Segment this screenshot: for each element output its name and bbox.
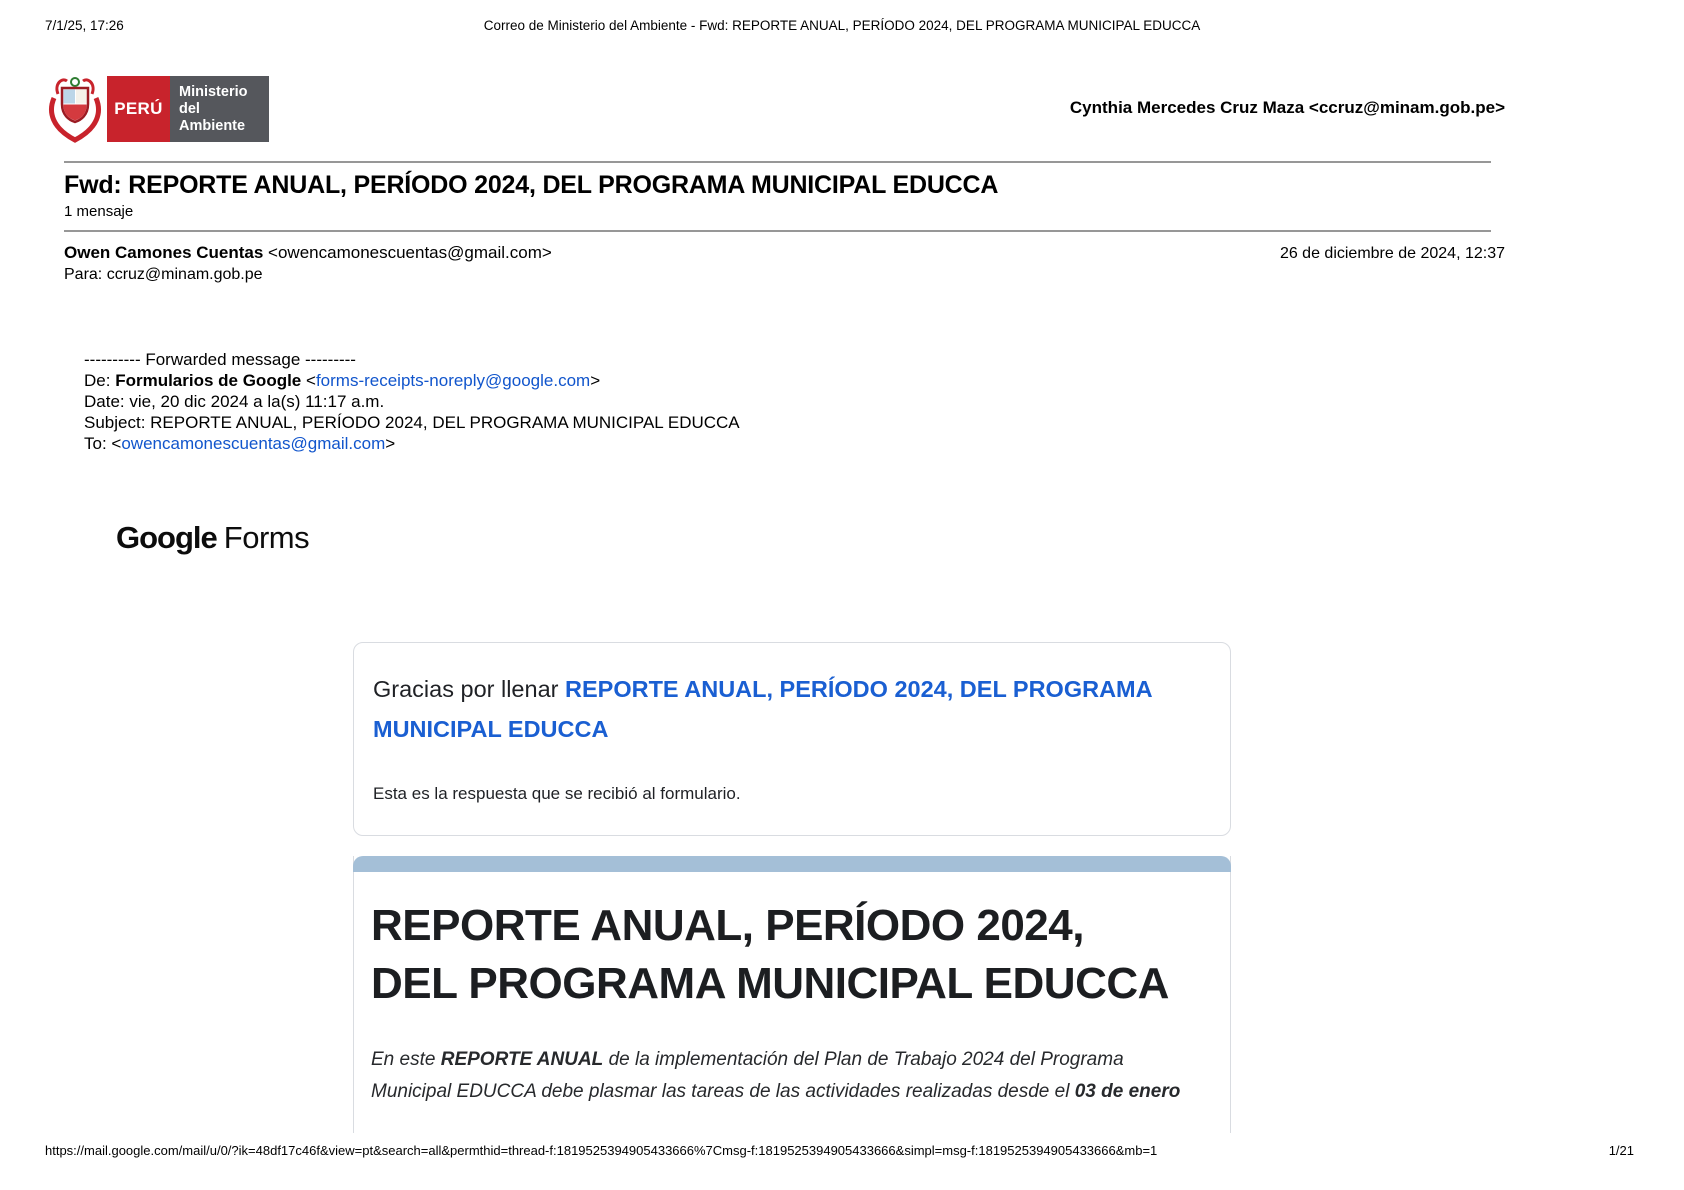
peru-logo-label: PERÚ xyxy=(114,99,163,118)
form-desc-bold1: REPORTE ANUAL xyxy=(440,1049,604,1070)
form-card-title-line1: REPORTE ANUAL, PERÍODO 2024, xyxy=(371,901,1084,950)
forwarded-from-close-bracket: > xyxy=(590,371,601,390)
forwarded-subject-line: Subject: REPORTE ANUAL, PERÍODO 2024, DEL PROGRAMA MUNICIPAL EDUCCA xyxy=(84,413,740,432)
recipient-line: Para: ccruz@minam.gob.pe xyxy=(64,266,263,283)
form-title-link[interactable]: REPORTE ANUAL, PERÍODO 2024, DEL PROGRAMA MUNICIPAL EDUCCA xyxy=(373,676,1152,742)
footer-page-indicator: 1/21 xyxy=(1608,1143,1634,1158)
form-card-title xyxy=(371,897,1169,1013)
form-desc-part2: de la implementación del Plan de Trabajo 2024 del Programa Municipal EDUCCA debe plasmar las tareas de las actividades realizadas desde el xyxy=(371,1049,1124,1102)
forms-wordmark: Forms xyxy=(223,520,310,555)
form-card-title-line2: DEL PROGRAMA MUNICIPAL EDUCCA xyxy=(371,959,1169,1008)
google-forms-logo xyxy=(116,520,309,556)
thanks-body: Esta es la respuesta que se recibió al formulario. xyxy=(373,784,741,803)
peru-coat-of-arms-icon xyxy=(48,74,102,144)
form-card-accent-bar xyxy=(353,856,1231,872)
peru-logo-red-box xyxy=(107,76,170,142)
forwarded-from-line xyxy=(84,370,740,391)
form-desc-bold2: 03 de enero xyxy=(1074,1080,1181,1102)
ministry-name-line2: del Ambiente xyxy=(179,100,246,134)
thanks-text xyxy=(373,669,1181,749)
ministry-name-box xyxy=(170,76,269,142)
footer-url: https://mail.google.com/mail/u/0/?ik=48df17c46f&view=pt&search=all&permthid=thread-f:1819525394905433666%7Cmsg-f:1819525394905433666&simpl=msg-f:1819525394905433666&mb=1 xyxy=(45,1143,1158,1158)
print-datetime: 7/1/25, 17:26 xyxy=(45,18,124,33)
thanks-card xyxy=(353,642,1231,836)
subject-divider xyxy=(64,230,1491,232)
forwarded-from-email-link[interactable]: forms-receipts-noreply@google.com xyxy=(315,371,591,390)
sender-info xyxy=(64,243,552,263)
forwarded-from-open-bracket: < xyxy=(301,371,316,390)
form-card-description xyxy=(371,1044,1185,1107)
message-date: 26 de diciembre de 2024, 12:37 xyxy=(1279,245,1505,262)
forwarded-from-label: De: xyxy=(84,371,116,390)
forwarded-from-name: Formularios de Google xyxy=(115,371,302,390)
forwarded-divider: ---------- Forwarded message --------- xyxy=(84,350,356,369)
thread-subject: Fwd: REPORTE ANUAL, PERÍODO 2024, DEL PROGRAMA MUNICIPAL EDUCCA xyxy=(64,171,999,199)
forwarded-to-line xyxy=(84,433,740,454)
message-count: 1 mensaje xyxy=(64,203,134,220)
forwarded-header xyxy=(84,349,740,454)
sender-row xyxy=(64,243,1505,263)
form-response-card xyxy=(353,856,1231,1133)
google-wordmark: Google xyxy=(116,520,217,555)
thanks-prefix: Gracias por llenar xyxy=(373,676,565,702)
minam-logo xyxy=(48,74,269,144)
forwarded-to-email-link[interactable]: owencamonescuentas@gmail.com xyxy=(121,434,386,453)
form-desc-part1: En este xyxy=(371,1049,441,1070)
account-owner-email: Cynthia Mercedes Cruz Maza <ccruz@minam.gob.pe> xyxy=(1069,98,1505,117)
forwarded-date-line: Date: vie, 20 dic 2024 a la(s) 11:17 a.m. xyxy=(84,392,385,411)
forwarded-to-label: To: < xyxy=(84,434,122,453)
sender-email: <owencamonescuentas@gmail.com> xyxy=(263,243,552,262)
forwarded-to-close-bracket: > xyxy=(385,434,396,453)
sender-name: Owen Camones Cuentas xyxy=(64,243,264,262)
ministry-name-line1: Ministerio xyxy=(179,83,248,100)
header-divider xyxy=(64,161,1491,163)
print-page-title: Correo de Ministerio del Ambiente - Fwd: REPORTE ANUAL, PERÍODO 2024, DEL PROGRAMA MUNICIPAL EDUCCA xyxy=(483,18,1201,33)
